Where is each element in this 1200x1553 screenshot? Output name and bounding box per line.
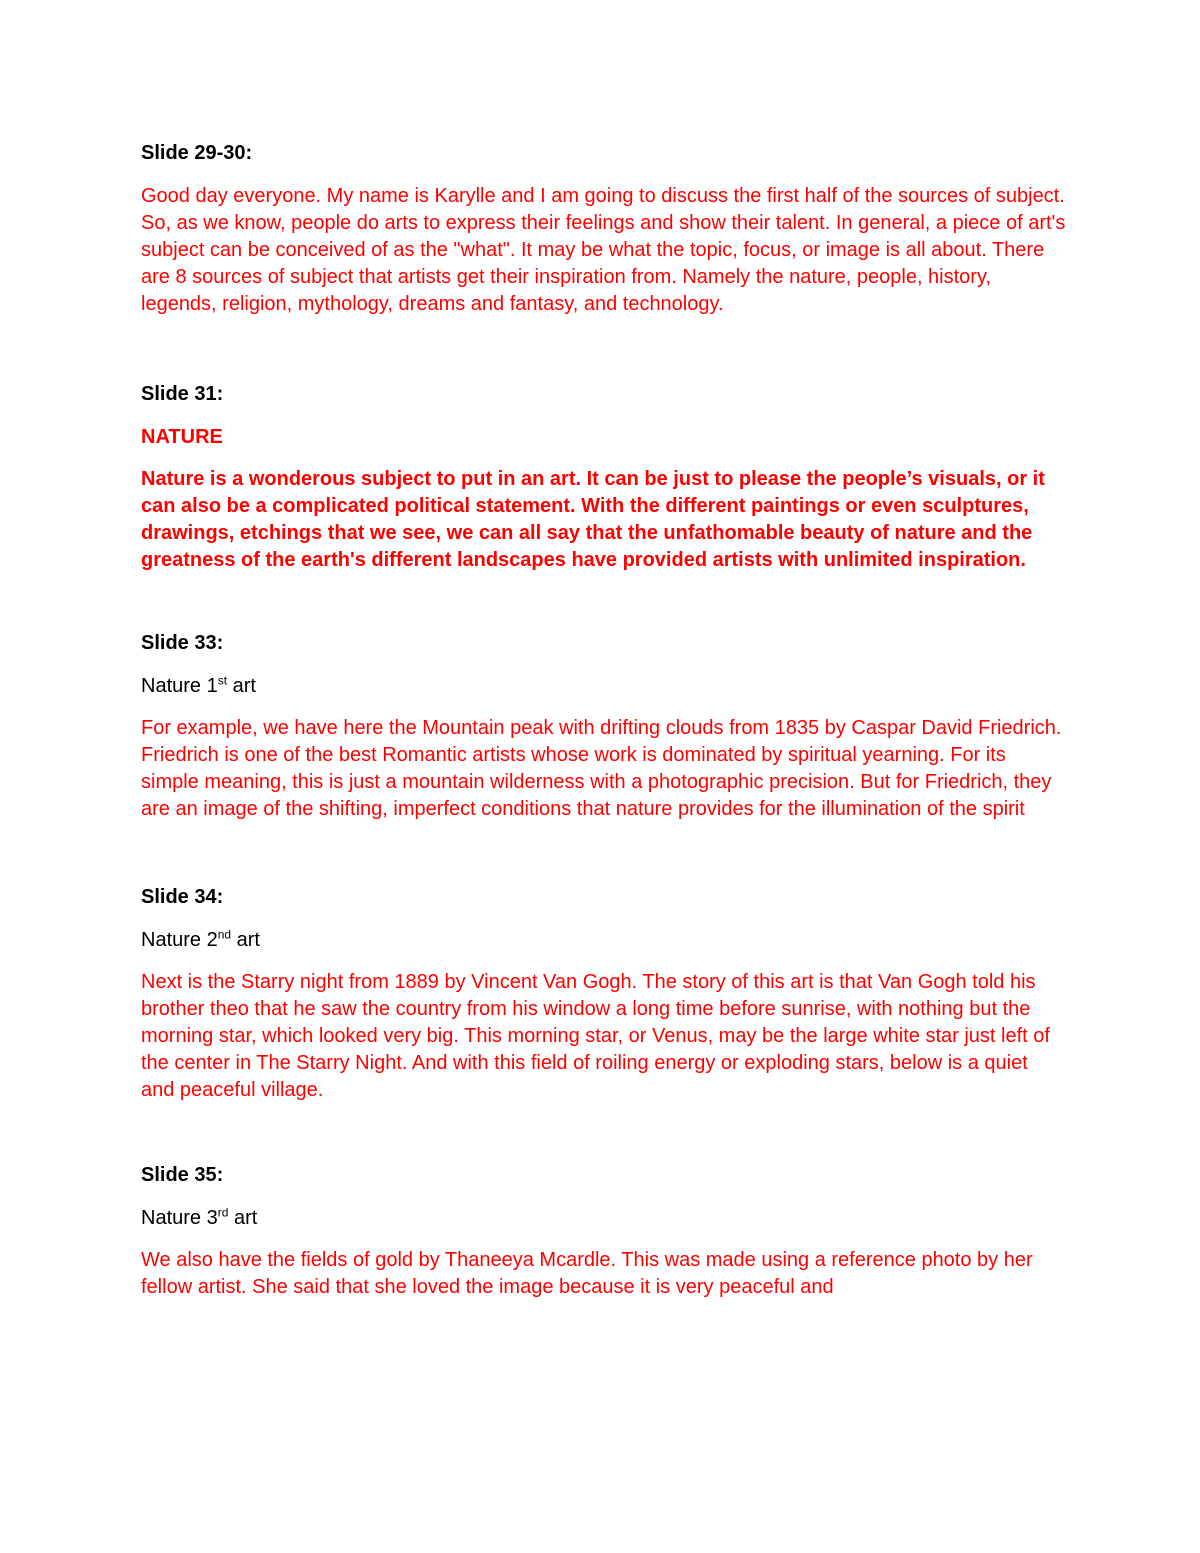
section-heading: Slide 33:: [141, 632, 224, 654]
section-slide-29-30: [141, 140, 1066, 318]
section-slide-31: [141, 381, 1066, 574]
section-subtitle: [141, 1205, 1066, 1232]
section-body: For example, we have here the Mountain peak with drifting clouds from 1835 by Caspar David Friedrich. Friedrich is one of the best Romantic artists whose work is dominated by spiritual yearning. For its simple meaning, this is just a mountain wilderness with a photographic precision. But for Friedrich, they are an image of the shifting, imperfect conditions that nature provides for the illumination of the spirit: [141, 717, 1062, 820]
subtitle-prefix: Nature 3: [141, 1207, 218, 1229]
subtitle-suffix: art: [228, 1207, 258, 1229]
subtitle-ordinal: rd: [217, 1205, 229, 1220]
section-slide-33: [141, 630, 1066, 823]
subtitle-ordinal: nd: [217, 927, 232, 942]
section-body: Next is the Starry night from 1889 by Vincent Van Gogh. The story of this art is that Van Gogh told his brother theo that he saw the country from his window a long time before sunrise, with nothing but the morning star, which looked very big. This morning star, or Venus, may be the large white star just left of the center in The Starry Night. And with this field of roiling energy or exploding stars, below is a quiet and peaceful village.: [141, 971, 1050, 1101]
section-subtitle: [141, 673, 1066, 700]
section-slide-34: [141, 884, 1066, 1104]
subtitle-prefix: Nature 2: [141, 929, 218, 951]
section-subtitle: [141, 927, 1066, 954]
subtitle-ordinal: st: [217, 673, 228, 688]
section-heading: Slide 29-30:: [141, 142, 253, 164]
section-heading: Slide 31:: [141, 383, 224, 405]
subtitle-suffix: art: [231, 929, 260, 951]
subtitle-suffix: art: [227, 675, 256, 697]
section-body: We also have the fields of gold by Thaneeya Mcardle. This was made using a reference photo by her fellow artist. She said that she loved the image because it is very peaceful and: [141, 1249, 1033, 1298]
document-page: [141, 140, 1066, 1301]
section-label: NATURE: [141, 426, 223, 448]
section-heading: Slide 34:: [141, 886, 224, 908]
subtitle-prefix: Nature 1: [141, 675, 218, 697]
section-slide-35: [141, 1162, 1066, 1301]
section-body: Good day everyone. My name is Karylle and I am going to discuss the first half of the sources of subject. So, as we know, people do arts to express their feelings and show their talent. In general, a piece of art's subject can be conceived of as the "what". It may be what the topic, focus, or image is all about. There are 8 sources of subject that artists get their inspiration from. Namely the nature, people, history, legends, religion, mythology, dreams and fantasy, and technology.: [141, 185, 1066, 315]
section-heading: Slide 35:: [141, 1164, 224, 1186]
section-body: Nature is a wonderous subject to put in an art. It can be just to please the people’s visuals, or it can also be a complicated political statement. With the different paintings or even sculptures, drawings, etchings that we see, we can all say that the unfathomable beauty of nature and the greatness of the earth's different landscapes have provided artists with unlimited inspiration.: [141, 468, 1045, 571]
